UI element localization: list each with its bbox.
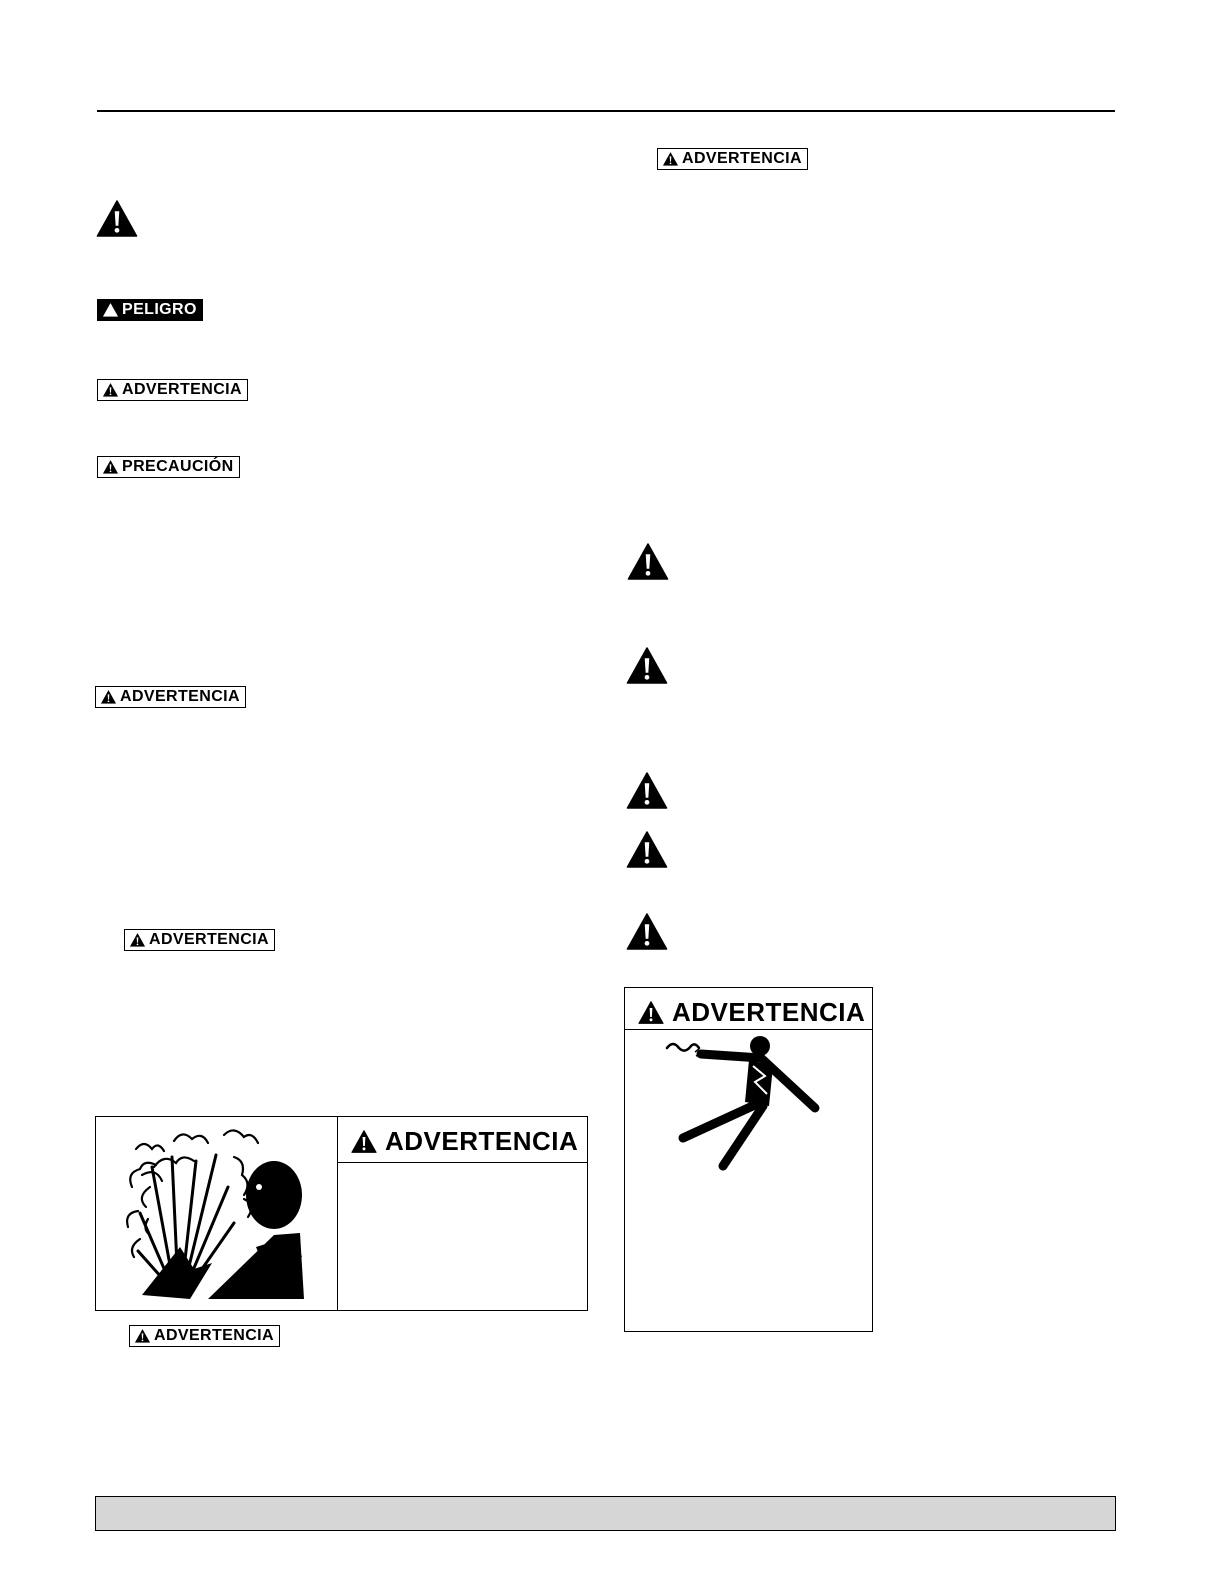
warning-triangle-icon (626, 647, 668, 684)
warning-label (97, 379, 248, 401)
caution-label (97, 456, 240, 478)
sign-header (351, 1126, 578, 1157)
explosion-warning-sign (95, 1116, 588, 1311)
warning-triangle-icon (135, 1329, 150, 1343)
warning-label (657, 148, 808, 170)
warning-triangle-icon (627, 543, 669, 580)
warning-triangle-icon (626, 913, 668, 950)
danger-label-text: PELIGRO (122, 301, 197, 318)
warning-triangle-icon (638, 1001, 664, 1024)
sign-header (638, 997, 865, 1028)
warning-label-text: ADVERTENCIA (122, 381, 242, 398)
sign-header-text: ADVERTENCIA (672, 997, 866, 1027)
warning-triangle-icon (103, 303, 118, 317)
warning-triangle-icon (103, 383, 118, 397)
sign-divider (337, 1117, 338, 1310)
header-rule (97, 110, 1115, 112)
warning-label (129, 1325, 280, 1347)
caution-label-text: PRECAUCIÓN (122, 458, 234, 475)
warning-label (124, 929, 275, 951)
warning-label-text: ADVERTENCIA (154, 1327, 274, 1344)
warning-triangle-icon (351, 1130, 377, 1153)
sign-rule (337, 1162, 587, 1163)
electric-shock-warning-sign (624, 987, 873, 1332)
footer-bar (95, 1496, 1116, 1531)
explosion-hazard-icon (124, 1127, 314, 1299)
warning-label-text: ADVERTENCIA (120, 688, 240, 705)
warning-triangle-icon (130, 933, 145, 947)
warning-label-text: ADVERTENCIA (149, 931, 269, 948)
warning-triangle-icon (101, 690, 116, 704)
warning-label-text: ADVERTENCIA (682, 150, 802, 167)
sign-header-text: ADVERTENCIA (385, 1126, 579, 1156)
warning-label (95, 686, 246, 708)
danger-label (97, 299, 203, 321)
warning-triangle-icon (626, 831, 668, 868)
warning-triangle-icon (103, 460, 118, 474)
warning-triangle-icon (626, 772, 668, 809)
electric-shock-icon (665, 1036, 825, 1176)
warning-triangle-icon (96, 200, 138, 237)
sign-rule (625, 1029, 872, 1030)
warning-triangle-icon (663, 152, 678, 166)
